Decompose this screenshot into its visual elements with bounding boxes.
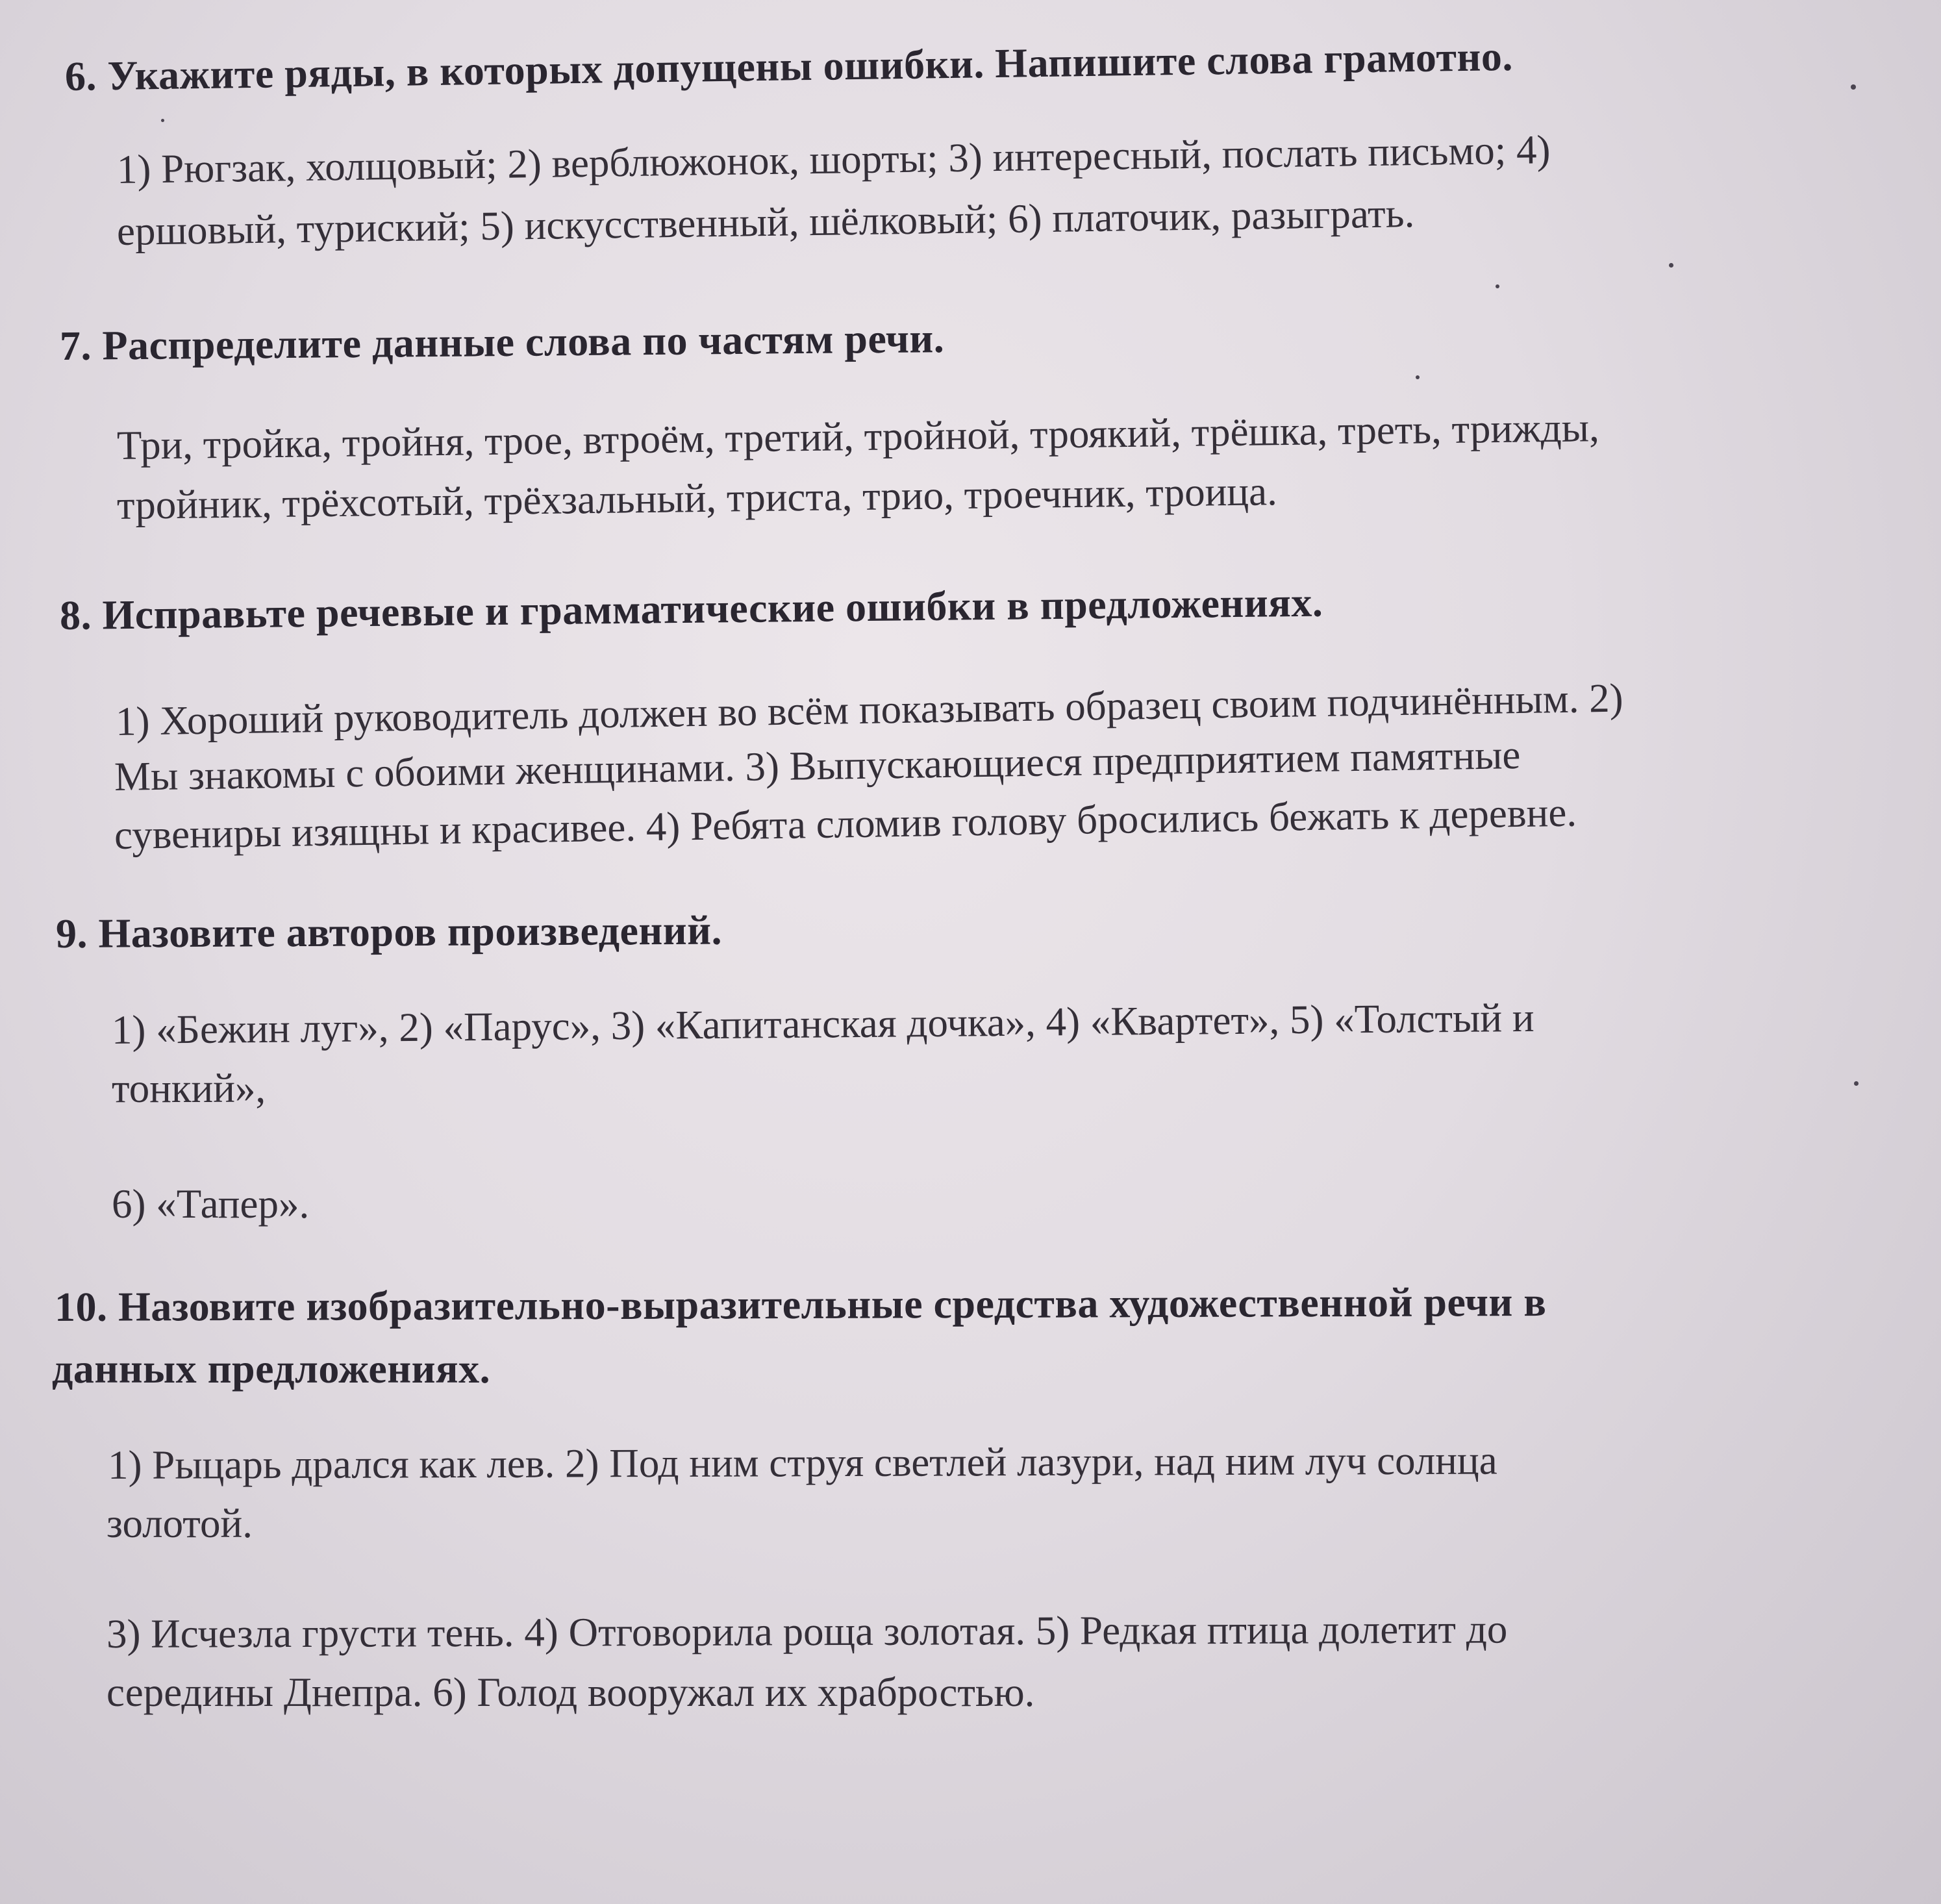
task-10-line-2: золотой. [106,1501,253,1546]
task-7-heading: 7. Распределите данные слова по частям речи. [59,315,945,369]
paper-speck [1851,84,1856,90]
task-9-line-3: 6) «Тапер». [112,1181,310,1227]
task-10-heading-line-2: данных предложениях. [52,1346,491,1392]
task-8-line-1: 1) Хороший руководитель должен во всём показывать образец своим подчинённым. 2) [115,675,1624,744]
task-9-line-1: 1) «Бежин луг», 2) «Парус», 3) «Капитанская дочка», 4) «Квартет», 5) «Толстый и [111,994,1534,1053]
task-6-line-2: ершовый, туриский; 5) искусственный, шёлковый; 6) платочик, разыграть. [116,190,1415,254]
task-6-heading: 6. Укажите ряды, в которых допущены ошибки. Напишите слова грамотно. [64,32,1514,99]
task-8-line-3: сувениры изящны и красивее. 4) Ребята сломив голову бросились бежать к деревне. [114,789,1577,858]
paper-speck [161,119,164,122]
task-8-line-2: Мы знакомы с обоими женщинами. 3) Выпускающиеся предприятием памятные [114,731,1521,799]
task-10-line-4: середины Днепра. 6) Голод вооружал их храбростью. [106,1670,1035,1715]
task-10-line-3: 3) Исчезла грусти тень. 4) Отговорила роща золотая. 5) Редкая птица долетит до [106,1606,1508,1657]
paper-speck [1854,1081,1859,1086]
task-9-line-2: тонкий», [112,1066,266,1111]
task-7-line-2: тройник, трёхсотый, трёхзальный, триста, трио, троечник, троица. [116,468,1278,528]
task-8-heading: 8. Исправьте речевые и грамматические ошибки в предложениях. [59,579,1323,638]
paper-speck [1669,263,1673,268]
paper-speck [1496,284,1499,288]
task-10-heading-line-1: 10. Назовите изобразительно-выразительные средства художественной речи в [54,1278,1547,1330]
task-10-line-1: 1) Рыцарь дрался как лев. 2) Под ним струя светлей лазури, над ним луч солнца [107,1437,1497,1488]
paper-speck [1416,375,1420,379]
task-7-line-1: Три, тройка, тройня, трое, втроём, третий, тройной, троякий, трёшка, треть, трижды, [116,405,1600,468]
task-6-line-1: 1) Рюгзак, холщовый; 2) верблюжонок, шорты; 3) интересный, послать письмо; 4) [116,127,1551,192]
task-9-heading: 9. Назовите авторов произведений. [55,907,723,957]
